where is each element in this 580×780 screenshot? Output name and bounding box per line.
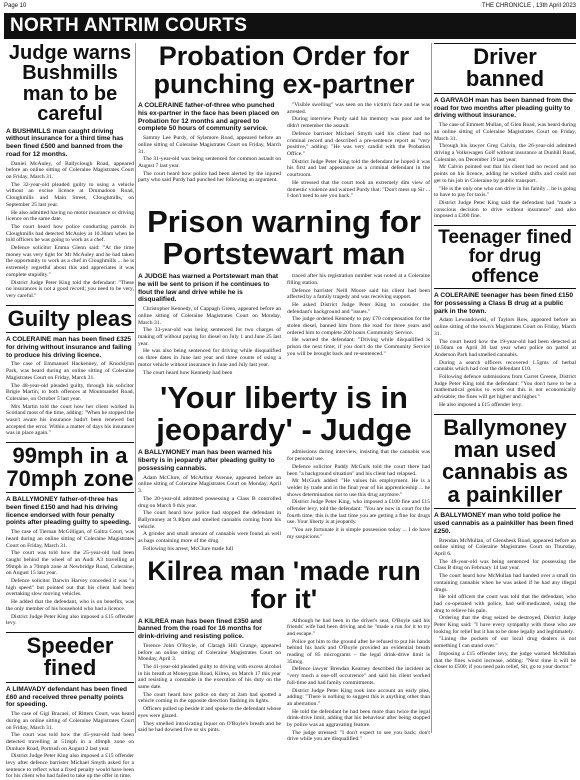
left-column (6, 42, 134, 780)
paragraph: Through his lawyer Greg Calvin, the 26-year-old admitted driving a Volkswagen Golf without insurance at Dunhill Road, Coleraine, on December 19 last year. (434, 143, 576, 163)
headline: Judge warns Bushmills man to be careful (8, 42, 132, 126)
story-liberty (138, 382, 430, 553)
paragraph: The case of Tiernan McGilligan, of Galtra Court, was heard during an online sitting of Coleraine Magistrates Court on Friday, March 31. (6, 529, 134, 549)
story-kilrea (138, 558, 430, 744)
paragraph: Officers pulled up beside it and spoke to the defendant whose eyes were glazed. (138, 706, 281, 719)
article-body (138, 643, 281, 734)
paragraph: He was also being sentenced for driving while disqualified on three dates in June last year and three counts of using a motor vehicle without insurance in June and July last year. (138, 348, 281, 368)
paragraph: The case of Emmanuel Hackenney, of Knocklynn Park, was heard during an online sitting of Coleraine Magistrates Court on Friday, March 31. (6, 361, 134, 381)
article-body (287, 102, 430, 201)
standfirst: A BALLYMONEY man has been warned his liberty is in jeopardy after pleading guilty to possessing cannabis. (138, 449, 275, 472)
paragraph: During interview Purdy said his memory was poor and he didn't remember the assault. (287, 116, 430, 130)
paragraph: The court was told how the 25-year-old had been caught behind the wheel of an Audi A3 travelling at 99mph in a 70mph zone at Newbridge Road, Coleraine, on August 15 last year. (6, 550, 134, 577)
paragraph: "You are fortunate it is simple possession today ... I do have my suspicions." (287, 527, 430, 540)
standfirst: A COLERAINE man has been fined £325 for driving without insurance and failing to produce his driving licence. (6, 336, 132, 359)
paragraph: District Judge Peter King also imposed a £15 offender levy after defence barrister Michael Smyth asked for a sentence to reflect what a fixed penalty would have been for his client who had failed to take up the offer in time. (6, 753, 134, 780)
paragraph: The judge ordered Kennedy to pay £70 compensation for the stolen diesel, banned him from the road for three years and ordered him to complete 200 hours Community Service. (287, 316, 430, 336)
paragraph: Following his arrest, McClure made full (143, 545, 234, 552)
paragraph: He warned the defendant: "Driving while disqualified is prison the next time; if you don't do the Community Service you will be brought back and re-sentenced." (287, 337, 430, 357)
paragraph: The court was told how the 45-year-old had been detected travelling at 51mph in a 40mph zone on Dunluce Road, Portrush on August 2 last year. (6, 732, 134, 752)
paragraph: The 41-year-old pleaded guilty to driving with excess alcohol in his breath at Moneygran Road, Kilrea, on March 17 this year and resisting a constable in the execution of his duty on the same date. (138, 663, 281, 691)
paragraph: Brendan McMullan, of Glenshesk Road, appeared before an online sitting of Coleraine Magistrates Court on Thursday, April 6. (434, 537, 576, 558)
paragraph: During a search officers recovered 1.5gms of herbal cannabis which had cost the defendant £10. (434, 359, 576, 373)
paragraph: Defence solicitor Emma Glenn said: "At the time money was very tight for Mr McAuley and he had taken the opportunity to work as a chef in Cloughmills ... he is extremely regretful about this and appreciates it was complete stupidity." (6, 245, 134, 278)
paragraph: Defence solicitor Darwin Harvey conceded it was "a high speed" but pointed out that his client had been overtaking slow moving vehicles. (6, 578, 134, 598)
paragraph: The 33-year-old was being sentenced for two charges of making off without paying for diesel on July 1 and June 25 last year. (138, 327, 281, 347)
article-body (287, 273, 430, 377)
headline: Probation Order for punching ex-partner (153, 41, 415, 99)
story-driver-banned (434, 43, 576, 220)
article-body (6, 711, 134, 780)
story-prison-warning (138, 203, 430, 377)
paragraph: The court heard how police on duty at 2am had spotted a vehicle coming in the opposite direction flashing its lights. (138, 691, 281, 705)
paragraph: "Lining the pockets of our local drug dealers is not something I can stand over." (434, 636, 576, 650)
standfirst: A COLERAINE teenager has been fined £150 for possessing a Class B drug at a public park in the town. (434, 292, 573, 315)
story-judge-warns (6, 43, 134, 300)
headline: Driver banned (434, 43, 576, 94)
dateline: THE CHRONICLE , 13th April 2023 (481, 3, 576, 9)
article-body (434, 538, 576, 671)
paragraph: Police got him to the ground after he refused to put his hands behind his back and O'Boyle provided an evidential breath reading of 85 micrograms – the legal drink-drive limit is 35mcg. (287, 638, 430, 665)
paragraph: Defence barrister Neill Moore said his client had been affected by a family tragedy and was receiving support. (287, 287, 430, 301)
column-rule (135, 43, 136, 733)
paragraph: The judge stressed: "I don't expect to see you back; don't drive while you are disqualified." (287, 729, 430, 743)
story-teenager-fined (434, 225, 576, 409)
article-body (6, 529, 134, 627)
article-body (287, 449, 430, 553)
standfirst: A BUSHMILLS man caught driving without insurance for a third time has been fined £500 and banned from the road for 12 months. (6, 127, 124, 158)
paragraph: Following defence submissions from Garret Greene, District Judge Peter King told the defendant: "You don't have to be a mathematical genius to work out this is not economically advisable; the fines will get higher and higher." (434, 374, 576, 401)
paragraph: He also imposed a £15 offender levy. (439, 401, 523, 408)
paragraph: The case of Gigi Bracaei, of Ritters Court, was heard during an online sitting of Coleraine Magistrates Court on Friday, March 31. (6, 711, 134, 731)
headline: 'Your liberty is in jeopardy' - Judge (156, 380, 412, 447)
standfirst: A LIMAVADY defendant has been fined £60 and received three penalty points for speeding. (6, 685, 128, 709)
paragraph: He also admitted having no motor insurance or driving licence on the same date. (6, 209, 134, 223)
story-probation (138, 43, 430, 201)
paragraph: He told the defendant he had been more than twice the legal drink-drive limit, adding that his behaviour after being stopped by police was an aggravating feature. (287, 708, 430, 729)
paragraph: District Judge Peter King, who imposed a £100 fine and £15 offender levy, told the defendant: "You are now in court for the fourth time; this is the last time you are getting a fine for drugs use. Your liberty is at jeopardy. (287, 499, 430, 526)
headline: Prison warning for Portstewart man (147, 203, 421, 271)
standfirst: A BALLYMONEY man who told police he used cannabis as a painkiller has been fined £250. (434, 512, 574, 535)
paragraph: The case of Emmett Mullan, of Glen Road, was heard during an online sitting of Coleraine Magistrates Court on Friday, March 31. (434, 122, 576, 142)
article-body (138, 475, 281, 553)
paragraph: "He is the only one who can drive in his family .. he is going to have to pay for taxis." (434, 185, 576, 199)
paragraph: The court heard how police had been alerted by the injured party who said Purdy had punched her following an argument. (138, 170, 281, 184)
paragraph: He added that the defendant, who is on benefits, was the only member of his household who had a licence. (6, 599, 134, 612)
paragraph: Defence solicitor Paddy McGurk told the court there had been "a background situation" and his client had relapsed. (287, 463, 430, 477)
headline: Guilty pleas (6, 305, 134, 333)
standfirst: A BALLYMONEY father-of-three has been fined £150 and had his driving licence endorsed with four penalty points after pleading guilty to speeding. (6, 496, 131, 527)
paragraph: The 20-year-old admitted possessing a Class B controlled drug on March 9 this year. (138, 495, 281, 509)
headline: 99mph in a 70mph zone (6, 442, 134, 493)
paragraph: traced after his registration number was noted at a Coleraine filling station. (287, 273, 430, 286)
section-banner (4, 13, 576, 39)
paragraph: Although he had been in the driver's seat, O'Boyle said his friends' wife had been driving and he "made a run for it to try and escape." (287, 617, 430, 637)
paragraph: Sammy Lee Purdy, of Sylemore Road, appeared before an online sitting of Coleraine Magistrates Court on Friday, March 31. (138, 135, 281, 155)
paragraph: admissions during interview, insisting that the cannabis was for personal use. (287, 449, 430, 463)
paragraph: Mrs Martin told the court how her client worked in Scotland most of the time, adding: "When he stopped the wasn't aware his insurance hadn't been renewed but accepted the error. Within a matter of days his insurance was in place again." (6, 403, 134, 437)
headline: Ballymoney man used cannabis as a painkiller (434, 414, 576, 510)
paragraph: Imposing a £15 offender levy, the judge warned McMullan that the fines would increase, adding: "Next time it will be closer to £500; if you need pain relief, Sir, go to your doctor." (434, 650, 576, 671)
article-body (287, 618, 430, 745)
article-body (6, 161, 134, 300)
paragraph: The court heard how the 19-year-old had been detected at 10.50am on April 30 last year when police on patrol at Anderson Park had smelled cannabis. (434, 338, 576, 358)
article-body (434, 317, 576, 408)
paragraph: District Judge Peter King told the defendant: "These no insurances is not a good record; you need to be very, very careful." (6, 279, 134, 299)
paragraph: District Judge Peter King took into account an early plea, adding: "There is nothing to suggest this is anything other than an aberration." (287, 687, 430, 707)
headline: Speeder fined (6, 632, 134, 683)
standfirst: A KILREA man has been fined £350 and banned from the road for 16 months for drink-driving and resisting police. (138, 617, 263, 641)
page-header (4, 2, 576, 12)
paragraph: He stressed that the court took an extremely dim view of domestic violence and warned Purdy that: "Don't mess up Sir ... I don't need to see you back." (287, 179, 430, 200)
standfirst: A JUDGE has warned a Portstewart man that he will be sent to prison if he continues to flout the law and drive while he is disqualified. (138, 273, 279, 304)
paragraph: Defence barrister Michael Smyth said his client had no criminal record and described a pre-sentence report as "very positive," adding: "He was very candid with the Probation Office." (287, 130, 430, 157)
paragraph: Adam McClure, of McArthur Avenue, appeared before an online sitting of Coleraine Magistrates Court on Monday, April 3. (138, 474, 281, 495)
paragraph: Terence John O'Boyle, of Claragh Hill Grange, appeared before an online sitting of Coleraine Magistrates Court on Monday, April 3. (138, 642, 281, 663)
section-title: NORTH ANTRIM COURTS (10, 15, 248, 36)
standfirst: A COLERAINE father-of-three who punched his ex-partner in the face has been placed on Probation for 12 months and agreed to complete 50 hours of community service. (138, 102, 280, 133)
paragraph: A grinder and small amount of cannabis were found as well as bags containing more of the drug. (138, 531, 281, 545)
paragraph: Mr Calvin pointed out that his client had no record and no points on his licence, adding he worked shifts and could not get to his job in Coleraine by public transport. (434, 164, 576, 184)
story-ballymoney-painkiller (434, 414, 576, 671)
paragraph: Adam Lewandowski, of Taylors Row, appeared before an online sitting of the town's Magistrates Court on Friday, March 31. (434, 317, 576, 337)
paragraph: District Judge Peter King told the defendant he hoped it was his first and last appearance as a criminal defendant in the courtroom. (287, 158, 430, 179)
paragraph: Mr McGurk added: "He values his employment. He is a welder by trade and in the final year of his apprenticeship ... he shows determination not to use this drug anymore." (287, 478, 430, 498)
paragraph: The court heard how police had stopped the defendant in Ballymoney at 9.40pm and smelled cannabis coming from his vehicle. (138, 510, 281, 530)
right-column (434, 43, 576, 733)
paragraph: "Visible swelling" was seen on the victim's face and he was arrested. (287, 102, 430, 115)
paragraph: The court heard how Kennedy had been (143, 369, 233, 376)
paragraph: The court heard how police conducting patrols in Cloughmills had detected McAuley at 10.30am when he told officers he was going to work as a chef. (6, 223, 134, 244)
headline: Kilrea man 'made run for it' (147, 556, 421, 614)
paragraph: He asked District Judge Peter King to consider the defendant's background and "issues." (287, 301, 430, 315)
story-speeder-fined (6, 632, 134, 780)
paragraph: The 48-year-old was being sentenced for possessing the Class B drug on February 14 last year. (434, 558, 576, 572)
story-guilty-pleas (6, 305, 134, 437)
paragraph: The 48-year-old pleaded guilty, through his solicitor Brigie Martin, to both offences at Mountsandel Road, Coleraine, on October 5 last year. (6, 382, 134, 402)
article-body (138, 135, 281, 184)
paragraph: Defence lawyer Brendan Kearney described the incident as "very much a one-off occurrence" and said his client worked full-time and had family commitments. (287, 666, 430, 686)
middle-columns (138, 41, 430, 743)
paragraph: He told officers the court was told that the defendant, who had co-operated with police, had self-medicated, using the drug to relieve his pain. (434, 594, 576, 614)
paragraph: The 31-year-old was being sentenced for common assault on August 7 last year. (138, 156, 281, 169)
article-body (138, 306, 281, 376)
paragraph: Christopher Kennedy, of Cappagh Green, appeared before an online sitting of Coleraine Magistrates Court on Monday, March 31. (138, 306, 281, 326)
paragraph: Ordering that the drug seized be destroyed, District Judge Peter King said: "I have every sympathy with those who are looking for relief but it has to be done legally and legitimately. (434, 615, 576, 635)
paragraph: They smelled intoxicating liquor on O'Boyle's breath and he said he had downed five or six pints. (138, 720, 281, 734)
paragraph: The 32-year-old pleaded guilty to using a vehicle without an excise licence at Drumadoon Road, Cloughmills and Main Street, Cloughmills, on September 25 last year. (6, 181, 134, 208)
page-number: Page 10 (4, 3, 27, 9)
article-body (6, 361, 134, 437)
paragraph: The court heard how McMullan had handed over a small tin containing cannabis when he was asked if he had any illegal drugs. (434, 573, 576, 593)
story-99mph (6, 442, 134, 627)
column-rule (431, 43, 432, 733)
standfirst: A GARVAGH man has been banned from the road for two months after pleading guilty to driving without insurance. (434, 96, 573, 120)
paragraph: District Judge Peter King also imposed a £15 offender levy. (6, 613, 134, 627)
paragraph: Daniel McAuley, of Ballyclough Road, appeared before an online sitting of Coleraine Magistrates Court on Friday, March 31. (6, 160, 134, 181)
article-body (434, 122, 576, 220)
paragraph: District Judge Peter King said the defendant had "made a conscious decision to drive without insurance" and also imposed a £300 fine. (434, 199, 576, 220)
headline: Teenager fined for drug offence (434, 225, 576, 289)
